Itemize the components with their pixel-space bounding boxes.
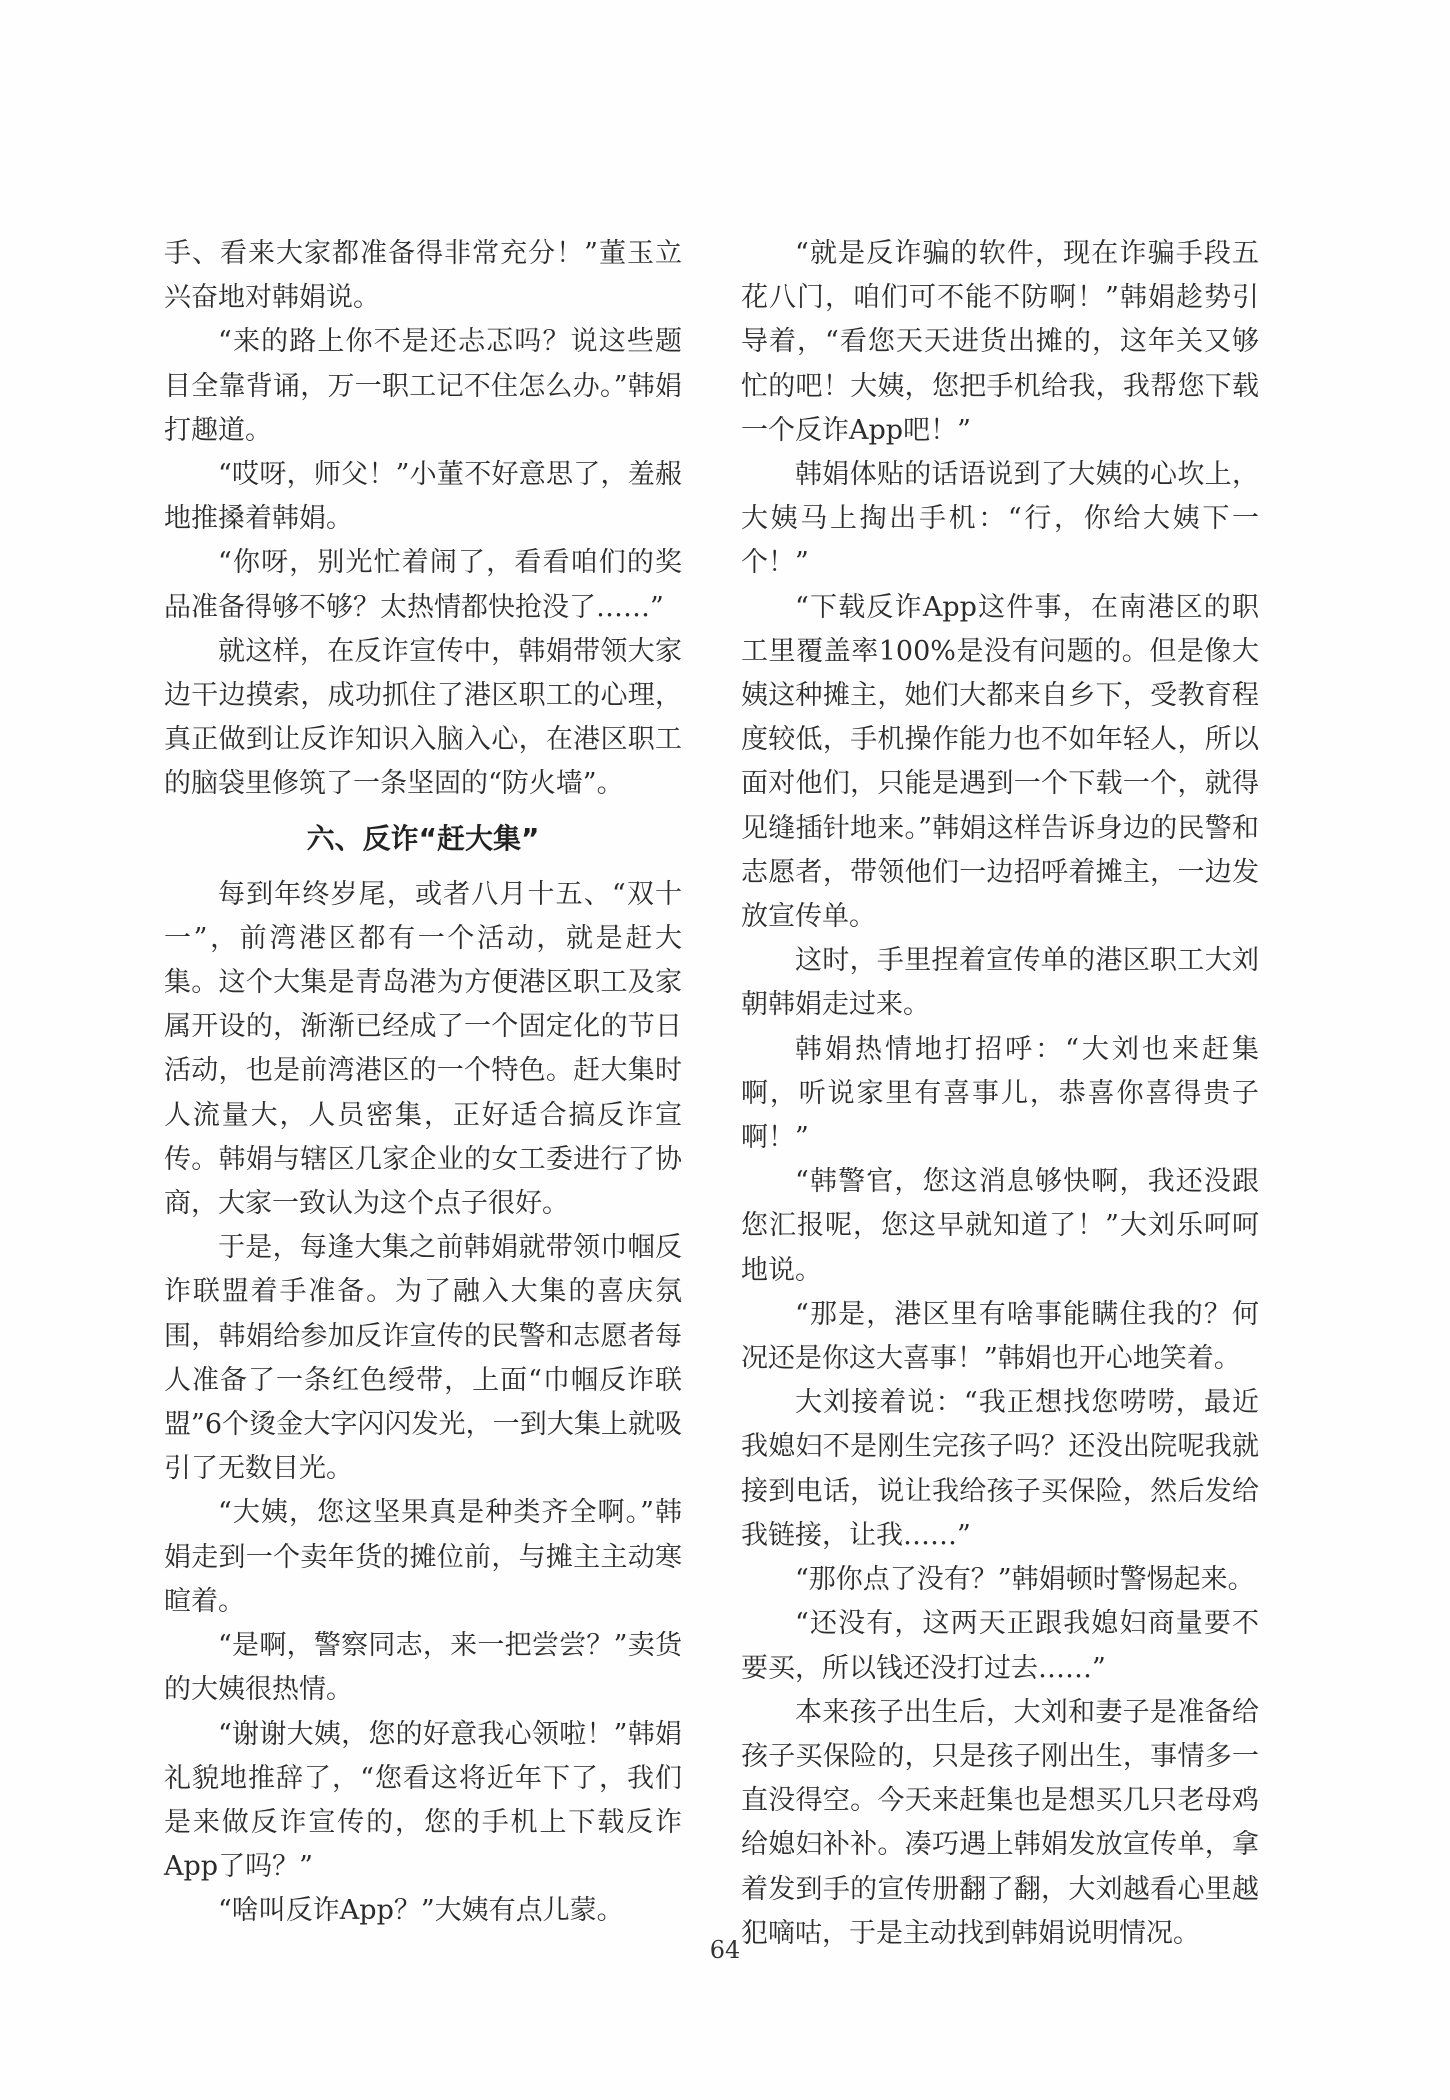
paragraph: “下载反诈App这件事，在南港区的职工里覆盖率100%是没有问题的。但是像大姨这种摊主，她们大都来自乡下，受教育程度较低，手机操作能力也不如年轻人，所以面对他们，只能是遇到一个下载一个，就得见缝插针地来。”韩娟这样告诉身边的民警和志愿者，带领他们一边招呼着摊主，一边发放宣传单。 <box>741 591 1259 933</box>
paragraph: “你呀，别光忙着闹了，看看咱们的奖品准备得够不够？太热情都快抢没了……” <box>164 547 682 623</box>
paragraph: “那你点了没有？”韩娟顿时警惕起来。 <box>795 1564 1255 1596</box>
paragraph: 于是，每逢大集之前韩娟就带领巾帼反诈联盟着手准备。为了融入大集的喜庆氛围，韩娟给参加反诈宣传的民警和志愿者每人准备了一条红色绶带，上面“巾帼反诈联盟”6个烫金大字闪闪发光，一到大集上就吸引了无数目光。 <box>164 1232 682 1485</box>
paragraph: 就这样，在反诈宣传中，韩娟带领大家边干边摸索，成功抓住了港区职工的心理，真正做到让反诈知识入脑入心，在港区职工的脑袋里修筑了一条坚固的“防火墙”。 <box>164 635 682 800</box>
paragraph: “还没有，这两天正跟我媳妇商量要不要买，所以钱还没打过去……” <box>741 1608 1259 1684</box>
paragraph: 韩娟体贴的话语说到了大姨的心坎上，大姨马上掏出手机：“行，你给大姨下一个！” <box>741 459 1259 579</box>
paragraph: 韩娟热情地打招呼：“大刘也来赶集啊，听说家里有喜事儿，恭喜你喜得贵子啊！” <box>741 1033 1259 1154</box>
paragraph: 这时，手里捏着宣传单的港区职工大刘朝韩娟走过来。 <box>741 945 1259 1021</box>
paragraph: 本来孩子出生后，大刘和妻子是准备给孩子买保险的，只是孩子刚出生，事情多一直没得空。今天来赶集也是想买几只老母鸡给媳妇补补。凑巧遇上韩娟发放宣传单，拿着发到手的宣传册翻了翻，大刘越看心里越犯嘀咕，于是主动找到韩娟说明情况。 <box>741 1696 1259 1949</box>
left-column <box>164 232 682 1934</box>
paragraph: 大刘接着说：“我正想找您唠唠，最近我媳妇不是刚生完孩子吗？还没出院呢我就接到电话，说让我给孩子买保险，然后发给我链接，让我……” <box>741 1387 1259 1551</box>
paragraph: 手、看来大家都准备得非常充分！”董玉立兴奋地对韩娟说。 <box>164 238 682 314</box>
paragraph: “那是，港区里有啥事能瞒住我的？何况还是你这大喜事！”韩娟也开心地笑着。 <box>741 1298 1259 1375</box>
paragraph: 每到年终岁尾，或者八月十五、“双十一”，前湾港区都有一个活动，就是赶大集。这个大集是青岛港为方便港区职工及家属开设的，渐渐已经成了一个固定化的节日活动，也是前湾港区的一个特色。赶大集时人流量大，人员密集，正好适合搞反诈宣传。韩娟与辖区几家企业的女工委进行了协商，大家一致认为这个点子很好。 <box>164 878 682 1220</box>
paragraph: “韩警官，您这消息够快啊，我还没跟您汇报呢，您这早就知道了！”大刘乐呵呵地说。 <box>741 1166 1259 1286</box>
right-column <box>741 232 1259 1956</box>
page-number: 64 <box>709 1936 741 1964</box>
paragraph: “啥叫反诈App？”大姨有点儿蒙。 <box>218 1895 624 1927</box>
paragraph: “大姨，您这坚果真是种类齐全啊。”韩娟走到一个卖年货的摊位前，与摊主主动寒暄着。 <box>164 1497 682 1617</box>
paragraph: “哎呀，师父！”小董不好意思了，羞赧地推搡着韩娟。 <box>164 459 682 535</box>
section-heading: 六、反诈“赶大集” <box>306 821 540 855</box>
paragraph: “是啊，警察同志，来一把尝尝？”卖货的大姨很热情。 <box>164 1630 682 1706</box>
paragraph: “来的路上你不是还忐忑吗？说这些题目全靠背诵，万一职工记不住怎么办。”韩娟打趣道。 <box>164 326 682 446</box>
paragraph: “就是反诈骗的软件，现在诈骗手段五花八门，咱们可不能不防啊！”韩娟趁势引导着，“看您天天进货出摊的，这年关又够忙的吧！大姨，您把手机给我，我帮您下载一个反诈App吧！” <box>741 238 1259 446</box>
paragraph: “谢谢大姨，您的好意我心领啦！”韩娟礼貌地推辞了，“您看这将近年下了，我们是来做反诈宣传的，您的手机上下载反诈App了吗？” <box>164 1718 682 1883</box>
